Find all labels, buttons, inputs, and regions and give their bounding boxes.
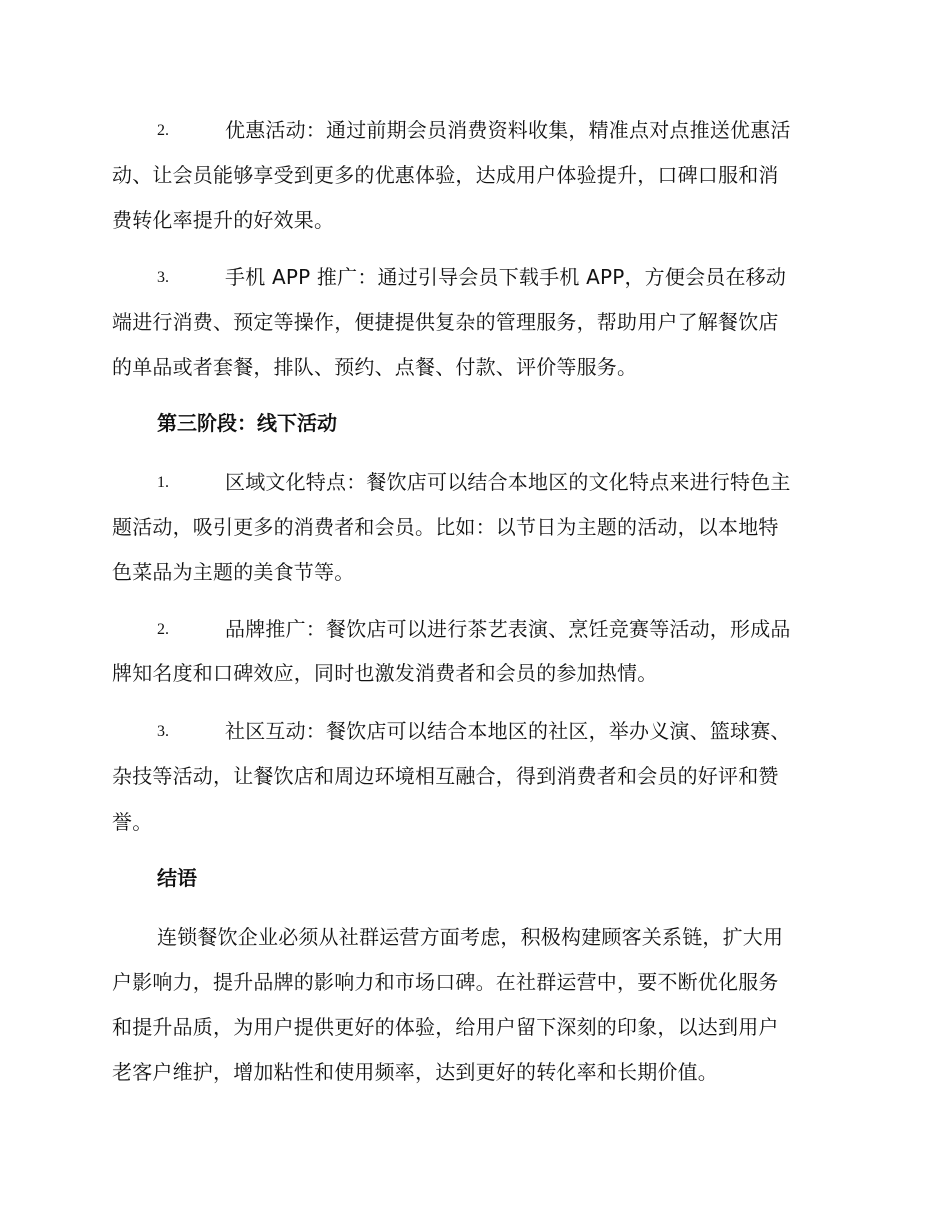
paragraph-line: 户影响力，提升品牌的影响力和市场口碑。在社群运营中，要不断优化服务 bbox=[112, 970, 779, 994]
list-item-line: 端进行消费、预定等操作，便捷提供复杂的管理服务，帮助用户了解餐饮店 bbox=[112, 310, 779, 334]
paragraph-line: 和提升品质，为用户提供更好的体验，给用户留下深刻的印象，以达到用户 bbox=[112, 1015, 779, 1039]
list-item-line: 题活动，吸引更多的消费者和会员。比如：以节日为主题的活动，以本地特 bbox=[112, 515, 779, 539]
list-number: 2. bbox=[157, 122, 169, 139]
list-item-line: 费转化率提升的好效果。 bbox=[112, 208, 335, 232]
list-item-line: 色菜品为主题的美食节等。 bbox=[112, 560, 355, 584]
list-item-first-line: 社区互动：餐饮店可以结合本地区的社区，举办义演、篮球赛、 bbox=[225, 719, 791, 743]
list-item-line: 牌知名度和口碑效应，同时也激发消费者和会员的参加热情。 bbox=[112, 661, 658, 685]
conclusion-heading: 结语 bbox=[157, 866, 197, 890]
list-item-line: 杂技等活动，让餐饮店和周边环境相互融合，得到消费者和会员的好评和赞 bbox=[112, 764, 779, 788]
list-number: 3. bbox=[157, 269, 169, 286]
list-number: 2. bbox=[157, 621, 169, 638]
list-item-first-line: 品牌推广：餐饮店可以进行茶艺表演、烹饪竞赛等活动，形成品 bbox=[225, 617, 791, 641]
list-item-first-line: 区域文化特点：餐饮店可以结合本地区的文化特点来进行特色主 bbox=[225, 470, 791, 494]
list-number: 1. bbox=[157, 474, 169, 491]
paragraph-first-line: 连锁餐饮企业必须从社群运营方面考虑，积极构建顾客关系链，扩大用 bbox=[157, 925, 784, 949]
list-item-first-line: 手机 APP 推广：通过引导会员下载手机 APP，方便会员在移动 bbox=[225, 265, 787, 289]
paragraph-line: 老客户维护，增加粘性和使用频率，达到更好的转化率和长期价值。 bbox=[112, 1060, 718, 1084]
list-item-line: 的单品或者套餐，排队、预约、点餐、付款、评价等服务。 bbox=[112, 355, 638, 379]
list-number: 3. bbox=[157, 723, 169, 740]
list-item-first-line: 优惠活动：通过前期会员消费资料收集，精准点对点推送优惠活 bbox=[225, 118, 791, 142]
list-item-line: 动、让会员能够享受到更多的优惠体验，达成用户体验提升，口碑口服和消 bbox=[112, 163, 779, 187]
list-item-line: 誉。 bbox=[112, 810, 153, 834]
section-heading: 第三阶段：线下活动 bbox=[157, 411, 337, 435]
